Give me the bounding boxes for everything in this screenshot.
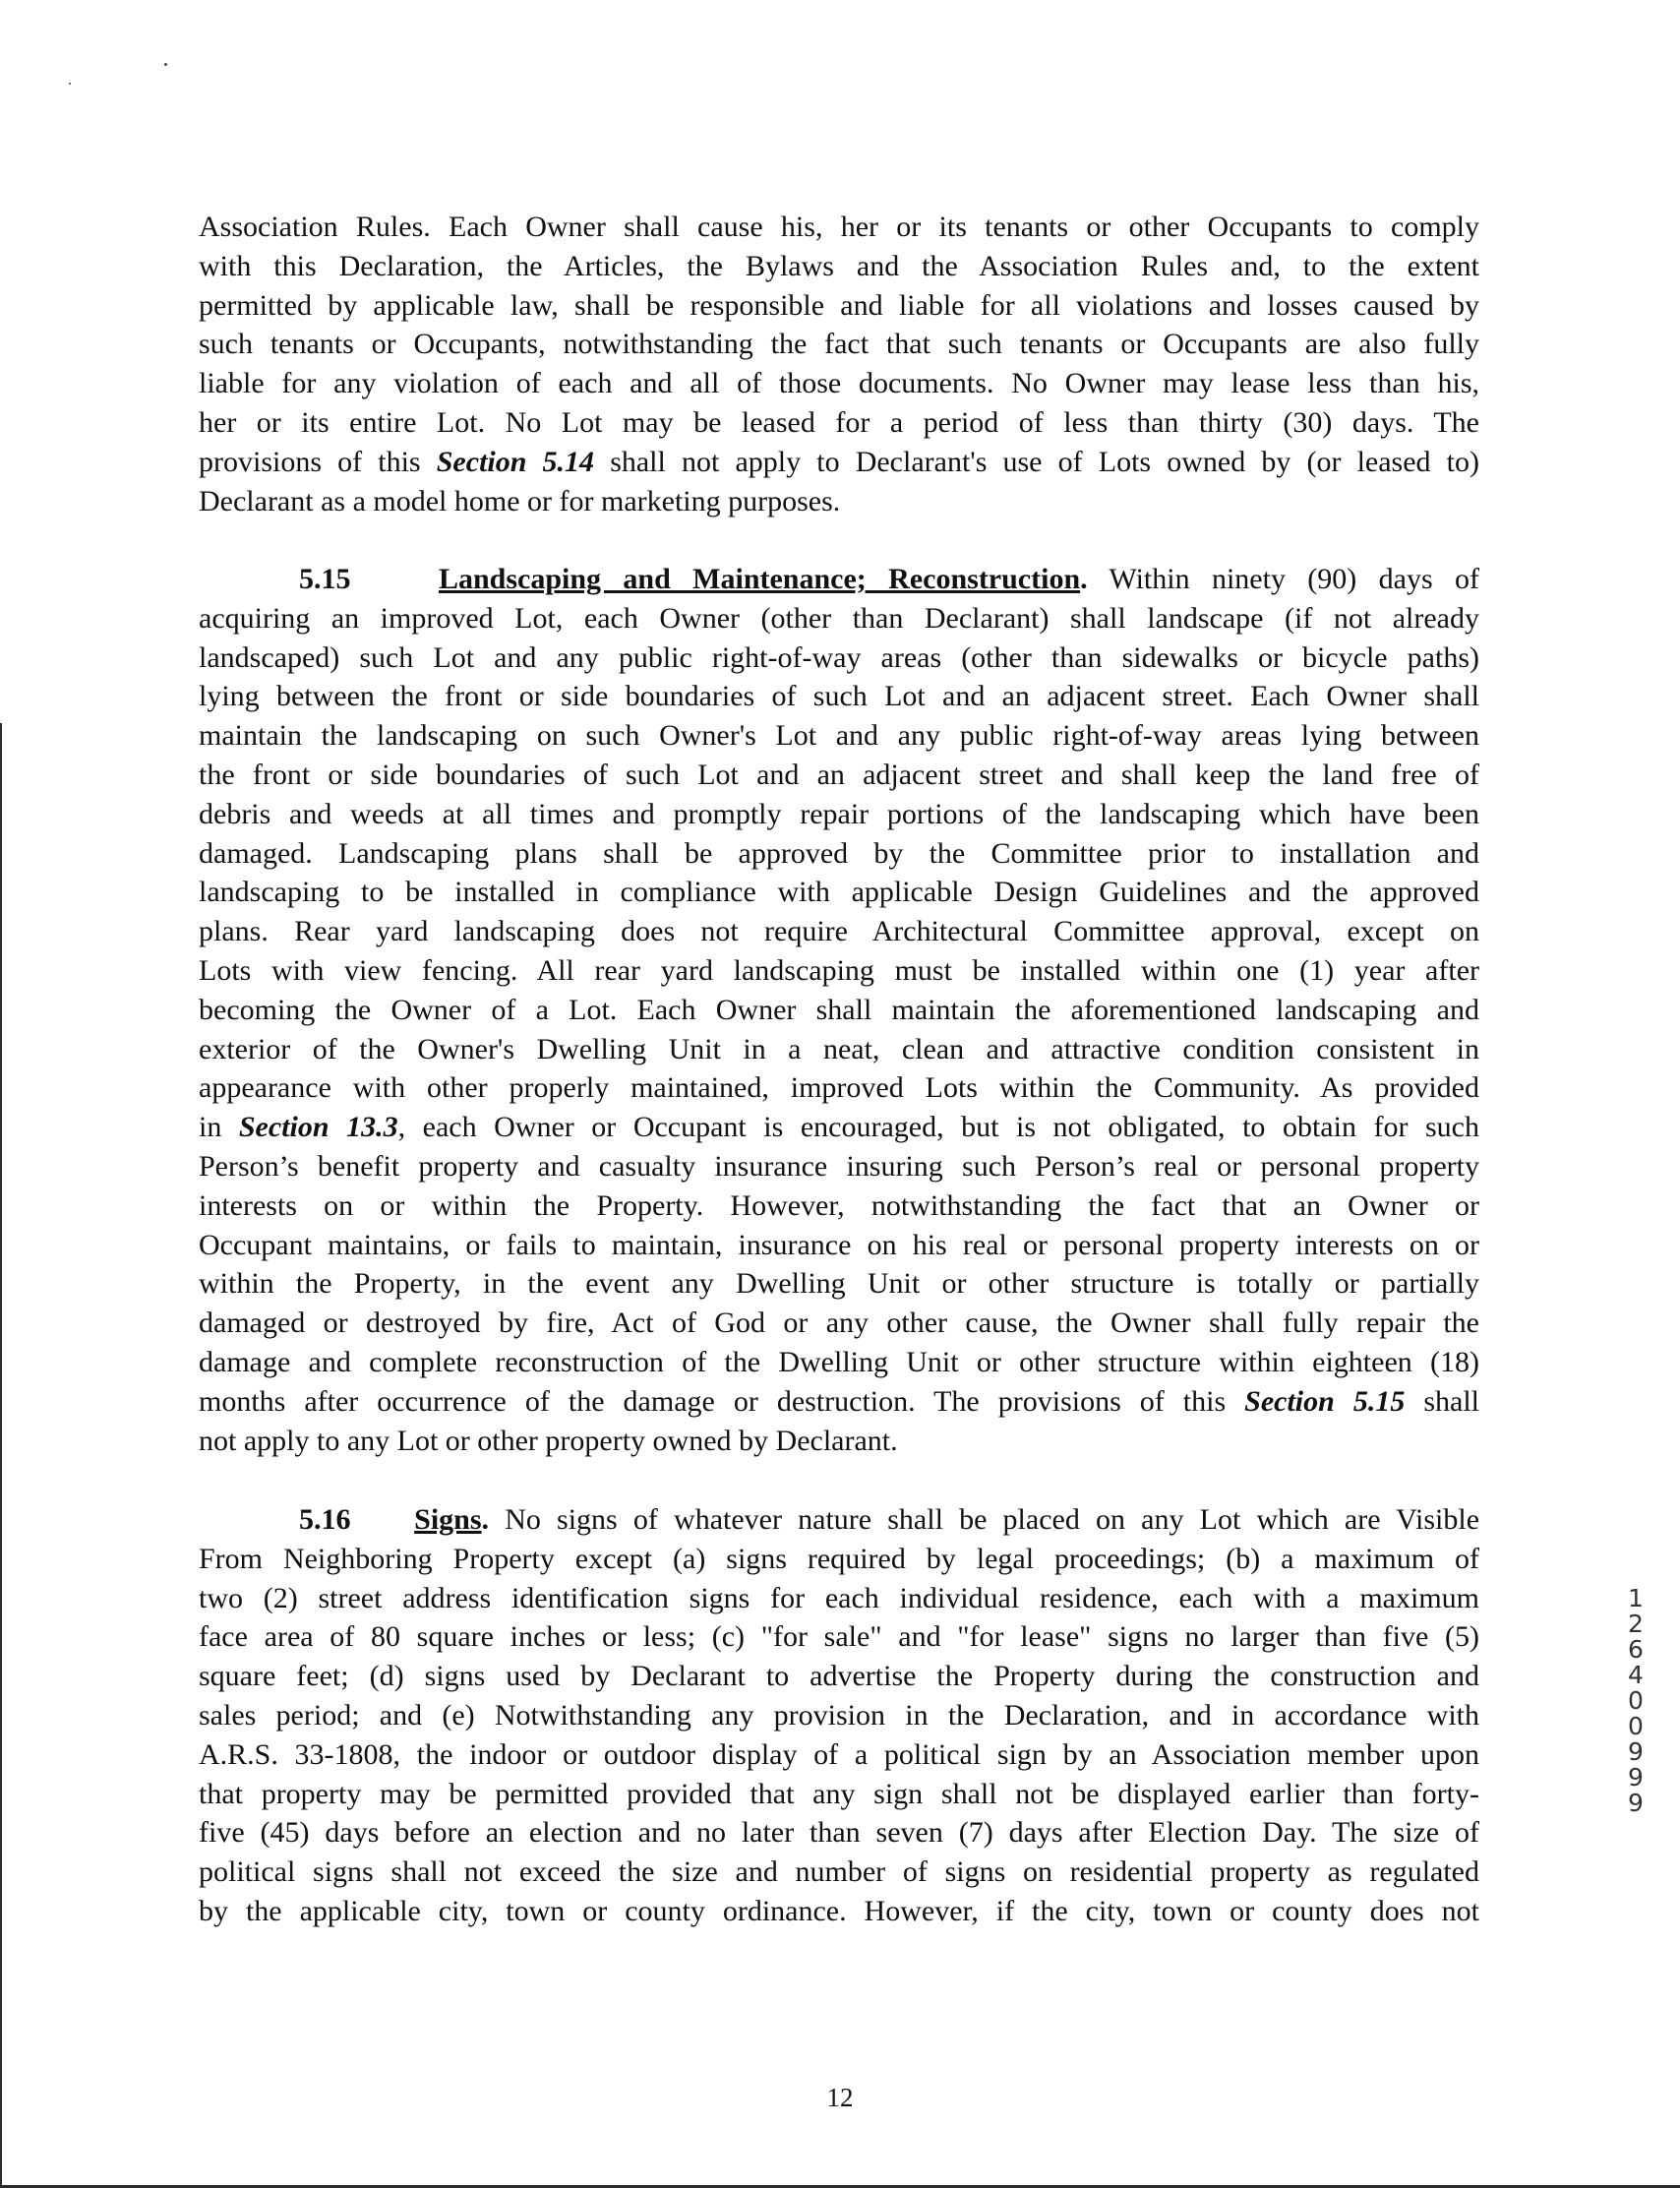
text-line: maintain the landscaping on such Owner's Lot and any public right-of-way areas lying between xyxy=(199,719,1479,753)
text-line: becoming the Owner of a Lot. Each Owner shall maintain the aforementioned landscaping and xyxy=(199,993,1479,1026)
text-line: not apply to any Lot or other property owned by Declarant. xyxy=(199,1424,898,1457)
text-line: debris and weeds at all times and promptly repair portions of the landscaping which have been xyxy=(199,797,1479,830)
text-line: permitted by applicable law, shall be responsible and liable for all violations and losses caused by xyxy=(199,288,1479,322)
text-line: within the Property, in the event any Dwelling Unit or other structure is totally or partially xyxy=(199,1267,1479,1301)
text-line: by the applicable city, town or county ordinance. However, if the city, town or county does not xyxy=(199,1894,1479,1927)
scan-speck xyxy=(69,83,71,85)
text-line: Person’s benefit property and casualty insurance insuring such Person’s real or personal property xyxy=(199,1149,1479,1183)
text-line: landscaped) such Lot and any public right-of-way areas (other than sidewalks or bicycle paths) xyxy=(199,640,1479,674)
text-line: A.R.S. 33-1808, the indoor or outdoor display of a political sign by an Association member upon xyxy=(199,1737,1479,1771)
text-line: interests on or within the Property. However, notwithstanding the fact that an Owner or xyxy=(199,1188,1479,1222)
text-line: damaged. Landscaping plans shall be approved by the Committee prior to installation and xyxy=(199,836,1479,870)
text-line: sales period; and (e) Notwithstanding any provision in the Declaration, and in accordance with xyxy=(199,1698,1479,1732)
page-number: 12 xyxy=(826,2083,854,2112)
paragraph-5-14-continuation xyxy=(199,208,1479,520)
text-line: damaged or destroyed by fire, Act of God or any other cause, the Owner shall fully repair the xyxy=(199,1307,1479,1340)
text-line: appearance with other properly maintained, improved Lots within the Community. As provided xyxy=(199,1071,1479,1105)
text-line: exterior of the Owner's Dwelling Unit in a neat, clean and attractive condition consistent in xyxy=(199,1032,1479,1065)
text-line: landscaping to be installed in compliance with applicable Design Guidelines and the approved xyxy=(199,876,1479,909)
section-5-16 xyxy=(199,1500,1479,1931)
text-line: square feet; (d) signs used by Declarant to advertise the Property during the construction and xyxy=(199,1660,1479,1693)
section-5-16-first-line: 5.16 Signs. No signs of whatever nature shall be placed on any Lot which are Visible xyxy=(299,1503,1480,1536)
text-line: Declarant as a model home or for marketing purposes. xyxy=(199,484,841,517)
section-number: 5.16 xyxy=(299,1503,351,1536)
section-reference: Section 5.15 xyxy=(1244,1384,1406,1418)
text-line: that property may be permitted provided that any sign shall not be displayed earlier than forty- xyxy=(199,1777,1479,1810)
section-5-15 xyxy=(199,560,1479,1460)
text-line: such tenants or Occupants, notwithstanding the fact that such tenants or Occupants are also fully xyxy=(199,328,1479,361)
scan-left-edge xyxy=(0,723,2,2188)
text-line: two (2) street address identification signs for each individual residence, each with a maximum xyxy=(199,1581,1479,1614)
text-line: acquiring an improved Lot, each Owner (other than Declarant) shall landscape (if not already xyxy=(199,601,1479,635)
recording-number: 12640 0999 xyxy=(1628,1584,1644,1817)
text-line: the front or side boundaries of such Lot and an adjacent street and shall keep the land free of xyxy=(199,758,1479,791)
text-line: Occupant maintains, or fails to maintain, insurance on his real or personal property interests on or xyxy=(199,1228,1479,1261)
text-line: plans. Rear yard landscaping does not require Architectural Committee approval, except on xyxy=(199,915,1479,948)
text-line: provisions of this Section 5.14 shall not apply to Declarant's use of Lots owned by (or leased to) xyxy=(199,445,1479,478)
text-line: with this Declaration, the Articles, the Bylaws and the Association Rules and, to the extent xyxy=(199,249,1479,282)
text-line: months after occurrence of the damage or destruction. The provisions of this Section 5.15 shall xyxy=(199,1384,1479,1418)
text-line: liable for any violation of each and all of those documents. No Owner may lease less than his, xyxy=(199,367,1479,400)
scan-speck xyxy=(164,63,167,66)
text-line: in Section 13.3, each Owner or Occupant is encouraged, but is not obligated, to obtain for such xyxy=(199,1111,1479,1144)
text-line: From Neighboring Property except (a) signs required by legal proceedings; (b) a maximum of xyxy=(199,1542,1479,1575)
text-line: political signs shall not exceed the size and number of signs on residential property as regulated xyxy=(199,1855,1479,1889)
section-number: 5.15 xyxy=(299,563,351,595)
section-title: Signs xyxy=(414,1503,482,1536)
text-line: Association Rules. Each Owner shall cause his, her or its tenants or other Occupants to comply xyxy=(199,211,1479,243)
text-line: damage and complete reconstruction of the Dwelling Unit or other structure within eighteen (18) xyxy=(199,1345,1479,1378)
text-line: face area of 80 square inches or less; (c) "for sale" and "for lease" signs no larger than five (5) xyxy=(199,1620,1479,1654)
text-line: five (45) days before an election and no later than seven (7) days after Election Day. The size of xyxy=(199,1816,1479,1850)
text-line: her or its entire Lot. No Lot may be leased for a period of less than thirty (30) days. The xyxy=(199,405,1479,439)
section-reference: Section 13.3 xyxy=(238,1111,398,1144)
section-5-15-first-line: 5.15 Landscaping and Maintenance; Reconstruction. Within ninety (90) days of xyxy=(299,563,1480,595)
section-reference: Section 5.14 xyxy=(436,445,595,478)
text-line: Lots with view fencing. All rear yard landscaping must be installed within one (1) year after xyxy=(199,953,1479,987)
text-line: lying between the front or side boundaries of such Lot and an adjacent street. Each Owner shall xyxy=(199,680,1479,713)
section-title: Landscaping and Maintenance; Reconstruction xyxy=(438,563,1081,595)
